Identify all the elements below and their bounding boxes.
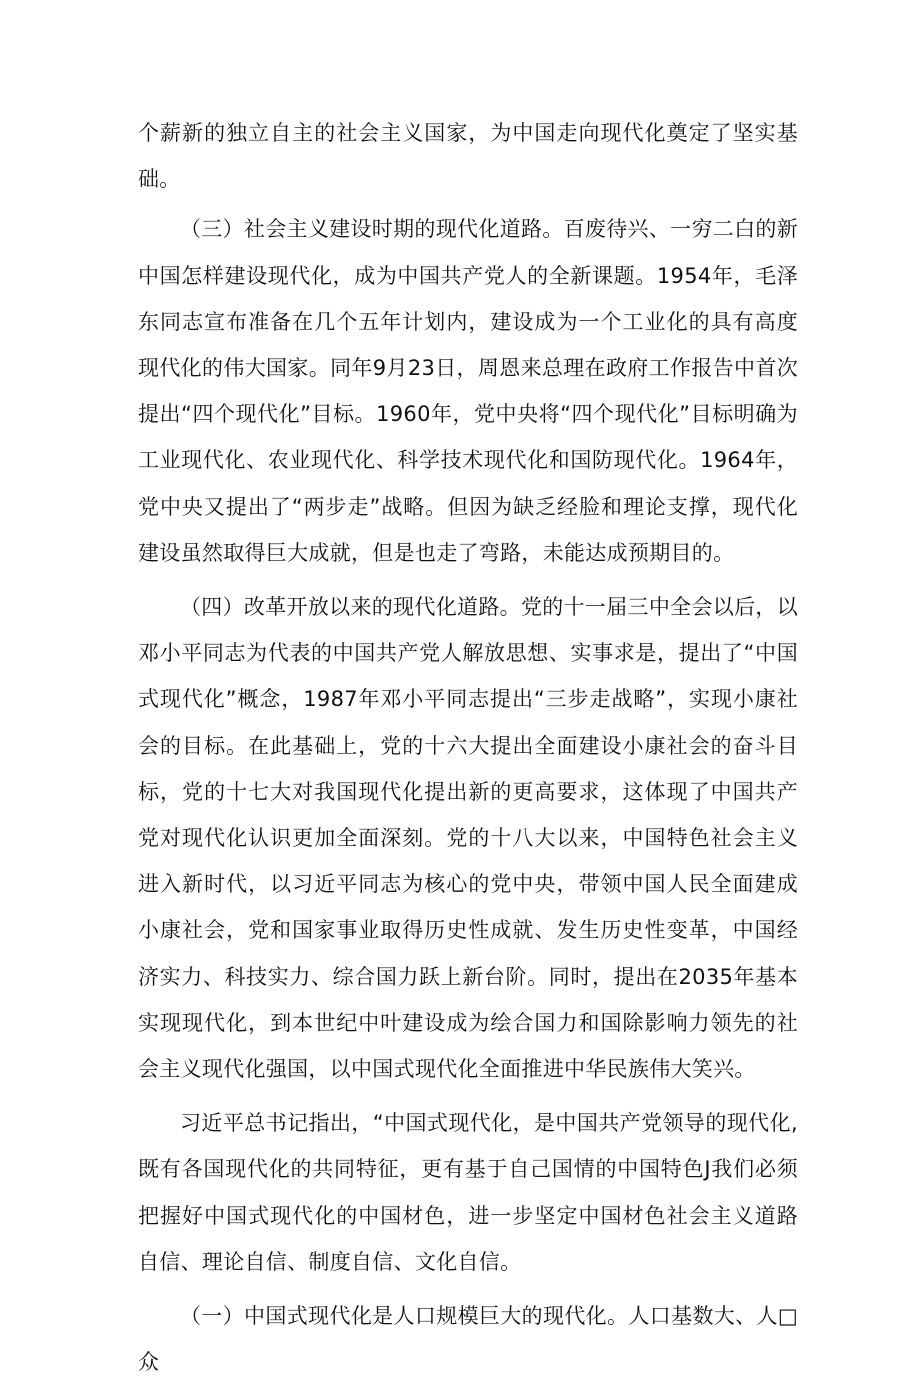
paragraph-1: 个薪新的独立自主的社会主义国家，为中国走向现代化奠定了坚实基础。	[138, 121, 798, 192]
paragraph-2: （三）社会主义建设时期的现代化道路。百废待兴、一穷二白的新中国怎样建设现代化，成为中国共产党人的全新课题。1954年，毛泽东同志宣布准备在几个五年计划内，建设成为一个工业化的具有高度现代化的伟大国家。同年9月23日，周恩来总理在政府工作报告中首次提出“四个现代化”目标。1960年，党中央将“四个现代化”目标明确为工业现代化、农业现代化、科学技术现代化和国防现代化。1964年，党中央又提出了“两步走”战略。但因为缺乏经脸和理论支撑，现代化建设虽然取得巨大成就，但是也走了弯路，未能达成预期目的。	[138, 217, 798, 565]
paragraph-5: （一）中国式现代化是人口规模巨大的现代化。人口基数大、人□众	[138, 1304, 798, 1375]
document-body	[138, 110, 798, 1385]
paragraph-3: （四）改革开放以来的现代化道路。党的十一届三中全会以后，以邓小平同志为代表的中国共产党人解放思想、实事求是，提出了“中国式现代化”概念，1987年邓小平同志提出“三步走战略”，实现小康社会的目标。在此基础上，党的十六大提出全面建设小康社会的奋斗目标，党的十七大对我国现代化提出新的更高要求，这体现了中国共产党对现代化认识更加全面深刻。党的十八大以来，中国特色社会主义进入新时代，以习近平同志为核心的党中央，带领中国人民全面建成小康社会，党和国家事业取得历史性成就、发生历史性变革，中国经济实力、科技实力、综合国力跃上新台阶。同时，提出在2035年基本实现现代化，到本世纪中叶建设成为绘合国力和国除影响力领先的社会主义现代化强国，以中国式现代化全面推进中华民族伟大笑兴。	[138, 595, 798, 1082]
paragraph-4: 习近平总书记指出，“中国式现代化，是中国共产党领导的现代化,既有各国现代化的共同特征，更有基于自己国情的中国特色J我们必须把握好中国式现代化的中国材色，进一步坚定中国材色社会主义道路自信、理论自信、制度自信、文化自信。	[138, 1111, 798, 1274]
